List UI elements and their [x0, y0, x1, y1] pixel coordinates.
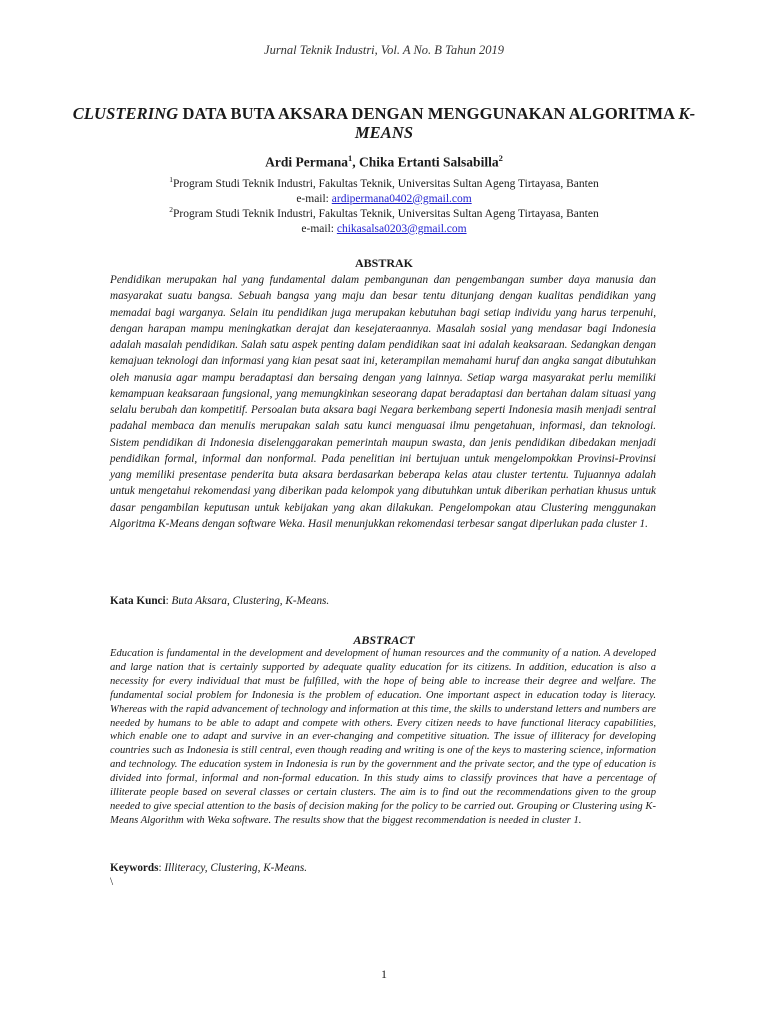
author-2-name: Chika Ertanti Salsabilla: [359, 154, 499, 170]
paper-title: [60, 104, 708, 142]
keywords-value: Illiteracy, Clustering, K-Means.: [164, 862, 308, 874]
kata-kunci: [110, 595, 656, 607]
affiliation-2-sup: 2: [169, 205, 174, 214]
abstract-heading: ABSTRACT: [353, 633, 415, 647]
affiliation-2-text-line: [0, 202, 768, 222]
affiliation-2-email-label: e-mail:: [301, 222, 337, 235]
keywords-label: Keywords: [110, 862, 159, 874]
abstrak-heading: ABSTRAK: [354, 256, 413, 270]
affiliation-1-text: Program Studi Teknik Industri, Fakultas Teknik, Universitas Sultan Ageng Tirtayasa, Banten: [173, 177, 599, 190]
affiliation-2-email-link[interactable]: chikasalsa0203@gmail.com: [336, 222, 467, 235]
stray-backslash: \: [110, 876, 114, 888]
authors-line: [0, 153, 768, 171]
affiliation-2-email-line: [0, 222, 768, 237]
journal-header: Jurnal Teknik Industri, Vol. A No. B Tahun 2019: [264, 43, 504, 57]
affiliation-1-email-link[interactable]: ardipermana0402@gmail.com: [331, 192, 472, 205]
affiliation-2: [0, 202, 768, 237]
affiliation-1-email-label: e-mail:: [296, 192, 332, 205]
abstract-body: Education is fundamental in the development and development of human resources and the community of a nation. A developed and large nation that is certainly supported by adequate quality education for its citizens. In addition, education is also a necessity for every individual that must be fulfilled, with the hope of being able to increase their degree and welfare. The fundamental social problem for Indonesia is the problem of education. One important aspect in education today is literacy. Whereas with the rapid advancement of technology and information at this time, the skills to understand letters and numbers are needed by humans to be able to adapt and compete with others. Every citizen needs to have functional literacy capabilities, which enable one to adapt and survive in an ever-changing and competitive situation. The issue of illiteracy for developing countries such as Indonesia is still central, even though reading and writing is one of the keys to mastering science, information and technology. The education system in Indonesia is run by the government and the private sector, and the type of education is divided into formal, informal and non-formal education. In this study aims to classify provinces that have a percentage of illiterate people based on several classes or certain clusters. The aim is to find out the recommendations given to the group needed to give special attention to the basis of decision making for the policy to be carried out. Grouping or Clustering using K-Means Algorithm with Weka software. The results show that the biggest recommendation is needed in cluster 1.: [110, 648, 656, 826]
page-number: 1: [381, 967, 387, 981]
affiliation-1-sup: 1: [169, 175, 174, 184]
keywords-separator: :: [158, 862, 165, 874]
author-1-name: Ardi Permana: [265, 154, 349, 170]
title-part-main: DATA BUTA AKSARA DENGAN MENGGUNAKAN ALGORITMA: [178, 104, 679, 123]
kata-kunci-value: Buta Aksara, Clustering, K-Means.: [171, 595, 330, 607]
affiliation-1-text-line: [0, 172, 768, 192]
title-part-kmeans: K-MEANS: [354, 104, 696, 142]
keywords: [110, 862, 656, 874]
author-2-sup: 2: [498, 153, 503, 163]
affiliation-2-text: Program Studi Teknik Industri, Fakultas Teknik, Universitas Sultan Ageng Tirtayasa, Banten: [173, 207, 599, 220]
author-separator: ,: [352, 154, 360, 170]
kata-kunci-label: Kata Kunci: [110, 595, 166, 607]
abstrak-body: Pendidikan merupakan hal yang fundamental dalam pembangunan dan pengembangan sumber daya manusia dan masyarakat suatu bangsa. Sebuah bangsa yang maju dan besar tentu ditunjang dengan kualitas pendidikan yang memadai bagi warganya. Selain itu pendidikan juga merupakan kebutuhan bagi setiap individu yang harus terpenuhi, dengan harapan mampu meningkatkan derajat dan kesejateraannya. Masalah sosial yang mendasar bagi Indonesia adalah masalah pendidikan. Salah satu aspek penting dalam pendidikan saat ini adalah keaksaraan. Sedangkan dengan kemajuan teknologi dan informasi yang kian pesat saat ini, keterampilan memahami huruf dan angka sangat dibutuhkan oleh manusia agar mampu beradaptasi dan bersaing dengan yang lainnya. Setiap warga masyarakat perlu memiliki kemampuan keaksaraan fungsional, yang memungkinkan seseorang dapat beradaptasi dan bertahan dalam situasi yang selalu berubah dan kompetitif. Persoalan buta aksara bagi Negara berkembang seperti Indonesia masih menjadi sentral padahal membaca dan menulis merupakan salah satu kunci menguasai ilmu pengetahuan, informasi, dan teknologi. Sistem pendidikan di Indonesia diselenggarakan pemerintah maupun swasta, dan jenis pendidikan dibedakan menjadi pendidikan formal, informal dan nonformal. Pada penelitian ini bertujuan untuk mengelompokkan Provinsi-Provinsi yang memiliki presentase penderita buta aksara berdasarkan beberapa kelas atau cluster tertentu. Tujuannya adalah untuk mengetahui rekomendasi yang diberikan pada kelompok yang dibutuhkan untuk diberikan perhatian khusus untuk dasar pengambilan keputusan untuk kebijakan yang akan dilakukan. Pengelompokan atau Clustering menggunakan Algoritma K-Means dengan software Weka. Hasil menunjukkan rekomendasi terbesar sangat diperlukan pada cluster 1.: [110, 274, 656, 530]
title-part-clustering: CLUSTERING: [72, 104, 179, 123]
author-1-sup: 1: [348, 153, 353, 163]
kata-kunci-separator: :: [165, 595, 172, 607]
